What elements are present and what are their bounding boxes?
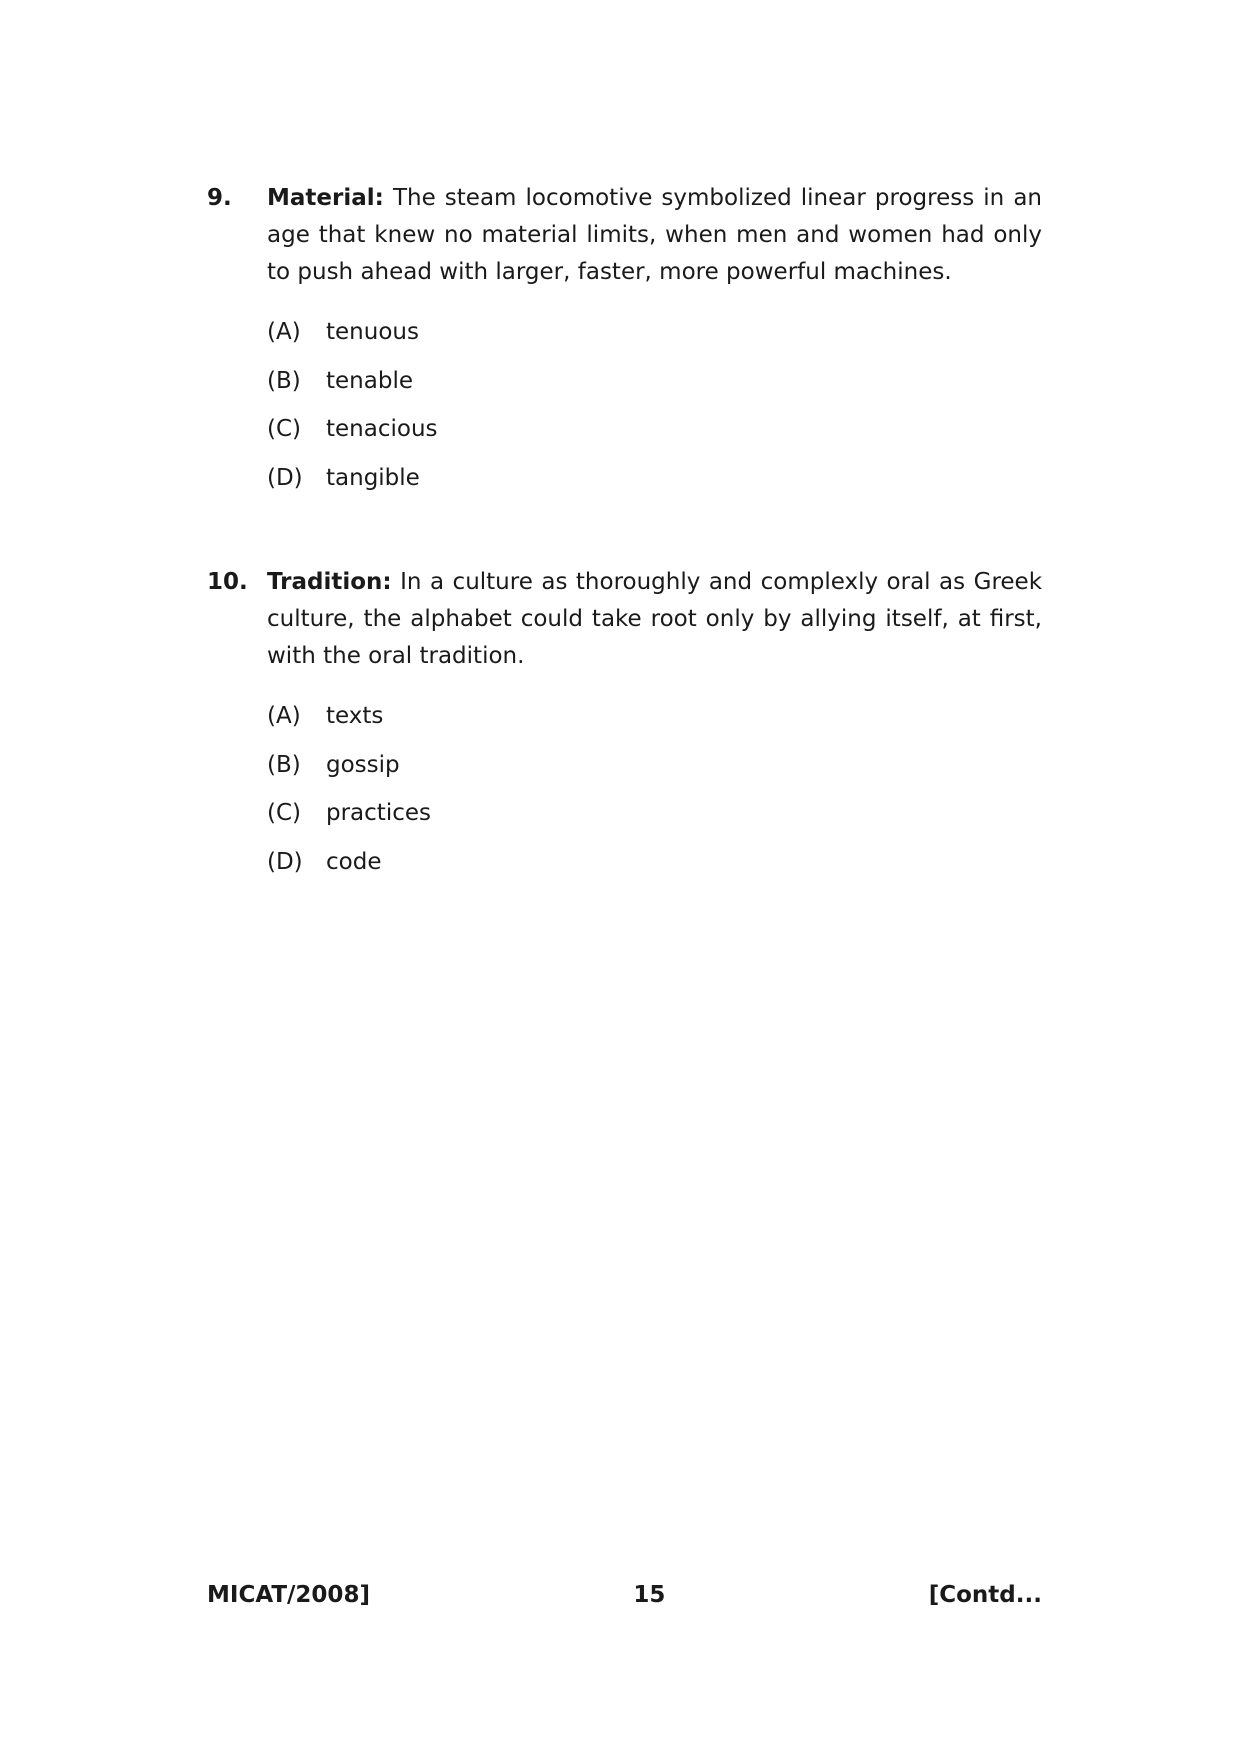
option-label: (C) [267, 416, 302, 443]
option-text: tenacious [326, 416, 438, 443]
option-text: tangible [326, 464, 420, 491]
option-label: (B) [267, 367, 301, 394]
question-term: Tradition: [267, 569, 392, 595]
question-number: 10. [207, 569, 248, 595]
question-text: In a culture as thoroughly and complexly oral as Greek culture, the alphabet could take root only by allying itself, at first, with the oral tradition. [267, 569, 1043, 669]
option-text: gossip [326, 751, 400, 778]
question-text-block [267, 564, 1042, 675]
page-number: 15 [633, 1582, 666, 1608]
options-list [267, 314, 1042, 497]
option-a [267, 314, 1042, 351]
question-number: 9. [207, 185, 232, 211]
continued-label: [Contd... [928, 1582, 1042, 1608]
question-stem [207, 180, 1042, 291]
option-label: (C) [267, 800, 302, 827]
option-d [267, 844, 1042, 881]
option-text: practices [326, 800, 431, 827]
option-text: tenuous [326, 319, 419, 345]
question-text: The steam locomotive symbolized linear progress in an age that knew no material limits, when men and women had only to push ahead with larger, faster, more powerful machines. [267, 185, 1042, 285]
option-label: (D) [267, 848, 303, 875]
option-label: (A) [267, 703, 301, 729]
option-b [267, 747, 1042, 784]
question-stem [207, 564, 1042, 675]
option-text: tenable [326, 367, 413, 394]
option-text: texts [326, 703, 384, 729]
question-9 [207, 180, 1042, 508]
options-list [267, 698, 1042, 881]
question-term: Material: [267, 185, 384, 211]
page-footer [207, 1580, 1042, 1610]
question-text-block [267, 180, 1042, 291]
question-10 [207, 564, 1042, 892]
option-c [267, 795, 1042, 832]
option-label: (D) [267, 464, 303, 491]
option-d [267, 460, 1042, 497]
option-c [267, 411, 1042, 448]
option-text: code [326, 848, 382, 875]
exam-code: MICAT/2008] [207, 1582, 370, 1608]
option-a [267, 698, 1042, 735]
option-label: (A) [267, 319, 301, 345]
option-label: (B) [267, 751, 301, 778]
option-b [267, 363, 1042, 400]
